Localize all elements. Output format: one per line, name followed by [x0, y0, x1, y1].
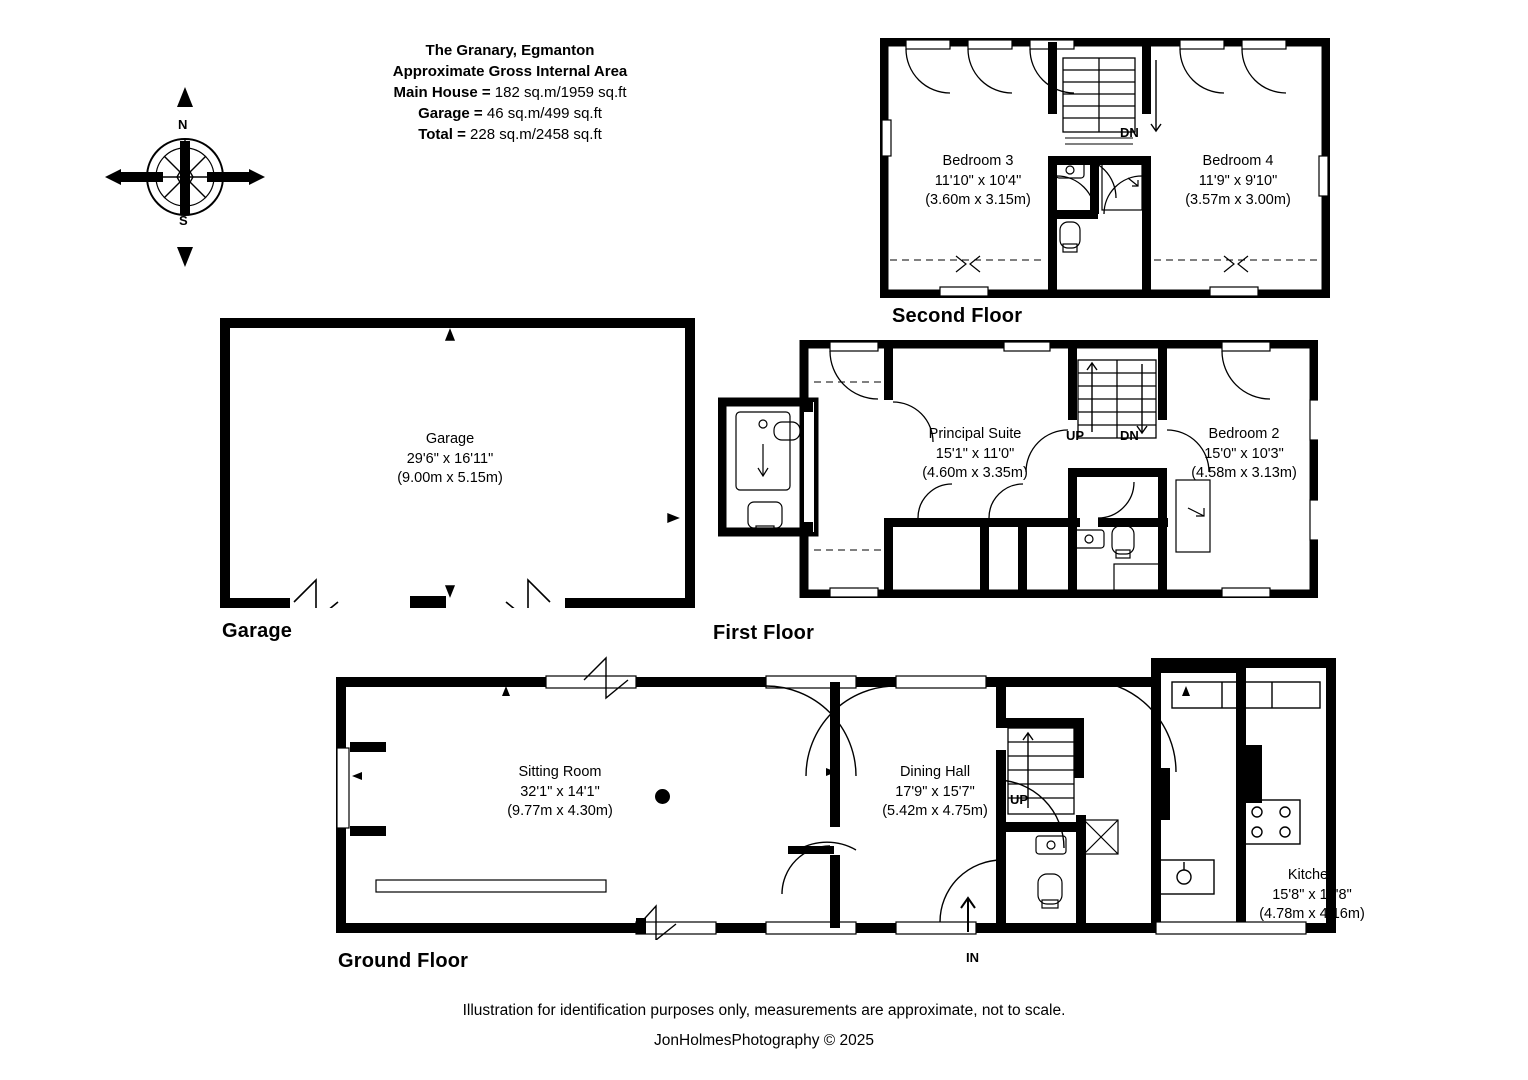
room-label-bedroom2: [1146, 425, 1342, 483]
dining-hall-metric: (5.42m x 4.75m): [882, 803, 988, 819]
principal-suite-metric: (4.60m x 3.35m): [922, 465, 1028, 481]
heading-first-floor: First Floor: [713, 622, 815, 644]
area-heading: Approximate Gross Internal Area: [392, 63, 628, 80]
total-area-value: 228 sq.m/2458 sq.ft: [470, 126, 602, 143]
garage-metric: (9.00m x 5.15m): [397, 470, 503, 486]
compass-north-label: N: [178, 117, 188, 132]
bedroom4-metric: (3.57m x 3.00m): [1185, 192, 1291, 208]
room-label-bedroom3: [880, 152, 1076, 210]
garage-area-value: 46 sq.m/499 sq.ft: [486, 105, 602, 122]
footer-copyright: JonHolmesPhotography © 2025: [654, 1032, 874, 1049]
compass-rose: [105, 85, 265, 270]
sitting-room-metric: (9.77m x 4.30m): [507, 803, 613, 819]
bedroom4-name: Bedroom 4: [1202, 153, 1274, 169]
heading-ground-floor: Ground Floor: [338, 950, 469, 972]
room-label-kitchen: [1232, 866, 1392, 924]
room-label-dining-hall: [800, 763, 1070, 821]
garage-imperial: 29'6" x 16'11": [406, 451, 494, 467]
stairs-up-label-ground: UP: [1010, 792, 1029, 807]
room-label-bedroom4: [1140, 152, 1336, 210]
room-label-principal-suite: [878, 425, 1072, 483]
bedroom2-name: Bedroom 2: [1208, 426, 1280, 442]
garage-area-label: Garage =: [418, 105, 483, 122]
kitchen-imperial: 15'8" x 13'8": [1272, 887, 1352, 903]
dining-hall-imperial: 17'9" x 15'7": [895, 784, 975, 800]
bedroom3-name: Bedroom 3: [942, 153, 1014, 169]
main-house-area: [330, 82, 690, 103]
bedroom2-imperial: 15'0" x 10'3": [1204, 446, 1284, 462]
kitchen-metric: (4.78m x 4.16m): [1259, 906, 1365, 922]
room-label-garage: [320, 430, 580, 488]
compass-icon: [105, 85, 265, 270]
total-area-label: Total =: [418, 126, 466, 143]
heading-second-floor: Second Floor: [892, 305, 1023, 327]
compass-south-label: S: [179, 213, 188, 228]
bedroom3-imperial: 11'10" x 10'4": [934, 173, 1022, 189]
footer: [0, 996, 1528, 1056]
total-area: [330, 124, 690, 145]
main-house-label: Main House =: [393, 84, 491, 101]
bedroom2-metric: (4.58m x 3.13m): [1191, 465, 1297, 481]
dining-hall-name: Dining Hall: [899, 764, 971, 780]
bedroom4-imperial: 11'9" x 9'10": [1198, 173, 1278, 189]
title-block: [330, 40, 690, 145]
footer-disclaimer: Illustration for identification purposes only, measurements are approximate, not to scale.: [462, 1002, 1066, 1019]
principal-suite-name: Principal Suite: [928, 426, 1022, 442]
bedroom3-metric: (3.60m x 3.15m): [925, 192, 1031, 208]
stairs-dn-label-first: DN: [1120, 428, 1139, 443]
stairs-dn-label-second: DN: [1120, 125, 1139, 140]
heading-garage: Garage: [222, 620, 293, 642]
garage-name: Garage: [425, 431, 475, 447]
principal-suite-imperial: 15'1" x 11'0": [935, 446, 1015, 462]
sitting-room-imperial: 32'1" x 14'1": [520, 784, 600, 800]
garage-area: [330, 103, 690, 124]
room-label-sitting-room: [430, 763, 690, 821]
kitchen-name: Kitchen: [1287, 867, 1337, 883]
property-title: The Granary, Egmanton: [425, 42, 595, 59]
entrance-in-label: IN: [966, 950, 979, 965]
stairs-up-label-first: UP: [1066, 428, 1085, 443]
sitting-room-name: Sitting Room: [518, 764, 602, 780]
main-house-value: 182 sq.m/1959 sq.ft: [494, 84, 627, 101]
